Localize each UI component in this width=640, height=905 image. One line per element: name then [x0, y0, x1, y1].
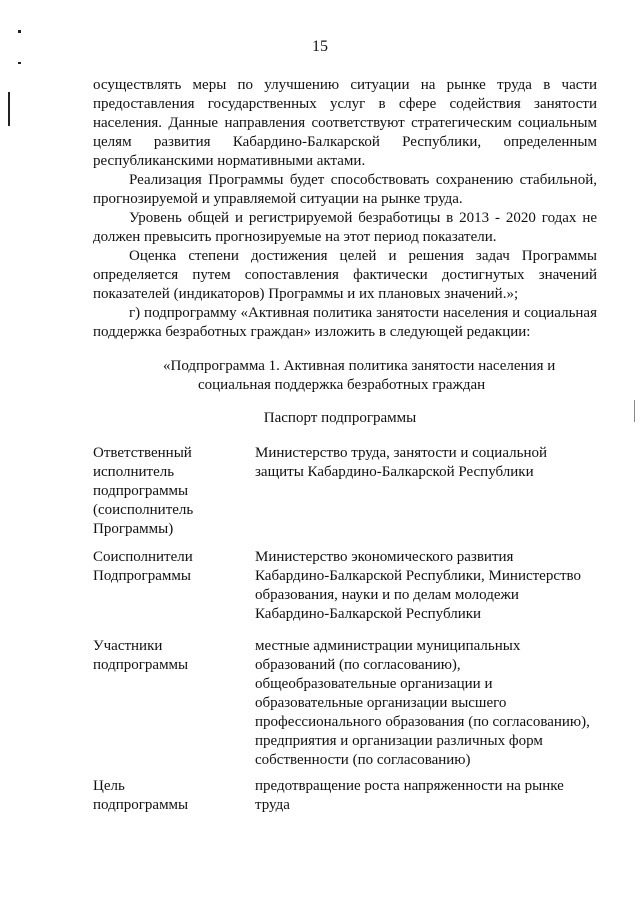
passport-label-line: подпрограммы	[93, 657, 189, 673]
passport-label	[93, 444, 233, 539]
passport-value	[255, 548, 613, 624]
passport-value-line: Министерство труда, занятости и социальной	[255, 445, 548, 461]
passport-value-line: образований (по согласованию),	[255, 657, 461, 673]
passport-label-line: Программы)	[93, 521, 174, 537]
passport-label-line: подпрограммы	[93, 483, 189, 499]
scan-mark-dot	[18, 30, 21, 33]
passport-value	[255, 444, 613, 482]
passport-value-line: образовательные организации высшего	[255, 695, 507, 711]
scan-mark-line	[8, 92, 10, 126]
passport-value-line: защиты Кабардино-Балкарской Республики	[255, 464, 534, 480]
body-text	[93, 76, 597, 342]
passport-value-line: Кабардино-Балкарской Республики, Министерство	[255, 568, 582, 584]
scan-mark-dot	[18, 62, 21, 64]
passport-value-line: профессионального образования (по согласованию),	[255, 714, 590, 730]
passport-label	[93, 637, 233, 675]
passport-label	[93, 777, 233, 815]
paragraph: Уровень общей и регистрируемой безработицы в 2013 - 2020 годах не должен превысить прогнозируемые на этот период показатели.	[93, 210, 597, 245]
passport-value-line: образования, науки и по делам молодежи	[255, 587, 519, 603]
page-number: 15	[312, 38, 328, 55]
passport-value-line: Министерство экономического развития	[255, 549, 514, 565]
passport-label-line: исполнитель	[93, 464, 175, 480]
passport-value-line: местные администрации муниципальных	[255, 638, 521, 654]
passport-label-line: подпрограммы	[93, 797, 189, 813]
paragraph: осуществлять меры по улучшению ситуации на рынке труда в части предоставления государственных услуг в сфере содействия занятости населения. Данные направления соответствуют стратегическим социальным целям развития Кабардино-Балкарской Республики, определенным республиканскими нормативными актами.	[93, 77, 597, 169]
passport-label-line: Соисполнители	[93, 549, 193, 565]
passport-label-line: Ответственный	[93, 445, 192, 461]
paragraph: г) подпрограмму «Активная политика занятости населения и социальная поддержка безработных граждан» изложить в следующей редакции:	[93, 305, 597, 340]
passport-value-line: собственности (по согласованию)	[255, 752, 471, 768]
passport-value-line: общеобразовательные организации и	[255, 676, 493, 692]
passport-value-line: Кабардино-Балкарской Республики	[255, 606, 482, 622]
passport-value-line: труда	[255, 797, 290, 813]
subprogram-title-line: социальная поддержка безработных граждан	[198, 377, 486, 393]
passport-label-line: Подпрограммы	[93, 568, 191, 584]
paragraph: Реализация Программы будет способствовать сохранению стабильной, прогнозируемой и управляемой ситуации на рынке труда.	[93, 172, 597, 207]
passport-value-line: предприятия и организации различных форм	[255, 733, 543, 749]
subprogram-title	[93, 357, 633, 395]
subprogram-title-line: «Подпрограмма 1. Активная политика занятости населения и	[163, 358, 556, 374]
passport-value-line: предотвращение роста напряженности на рынке	[255, 778, 564, 794]
passport-value	[255, 777, 613, 815]
passport-label-line: Цель	[93, 778, 125, 794]
passport-label-line: (соисполнитель	[93, 502, 194, 518]
passport-table	[93, 444, 613, 824]
passport-label	[93, 548, 233, 586]
passport-value	[255, 637, 613, 770]
passport-label-line: Участники	[93, 638, 163, 654]
passport-heading: Паспорт подпрограммы	[263, 410, 417, 426]
paragraph: Оценка степени достижения целей и решения задач Программы определяется путем сопоставления фактически достигнутых значений показателей (индикаторов) Программы и их плановых значений.»;	[93, 248, 597, 302]
